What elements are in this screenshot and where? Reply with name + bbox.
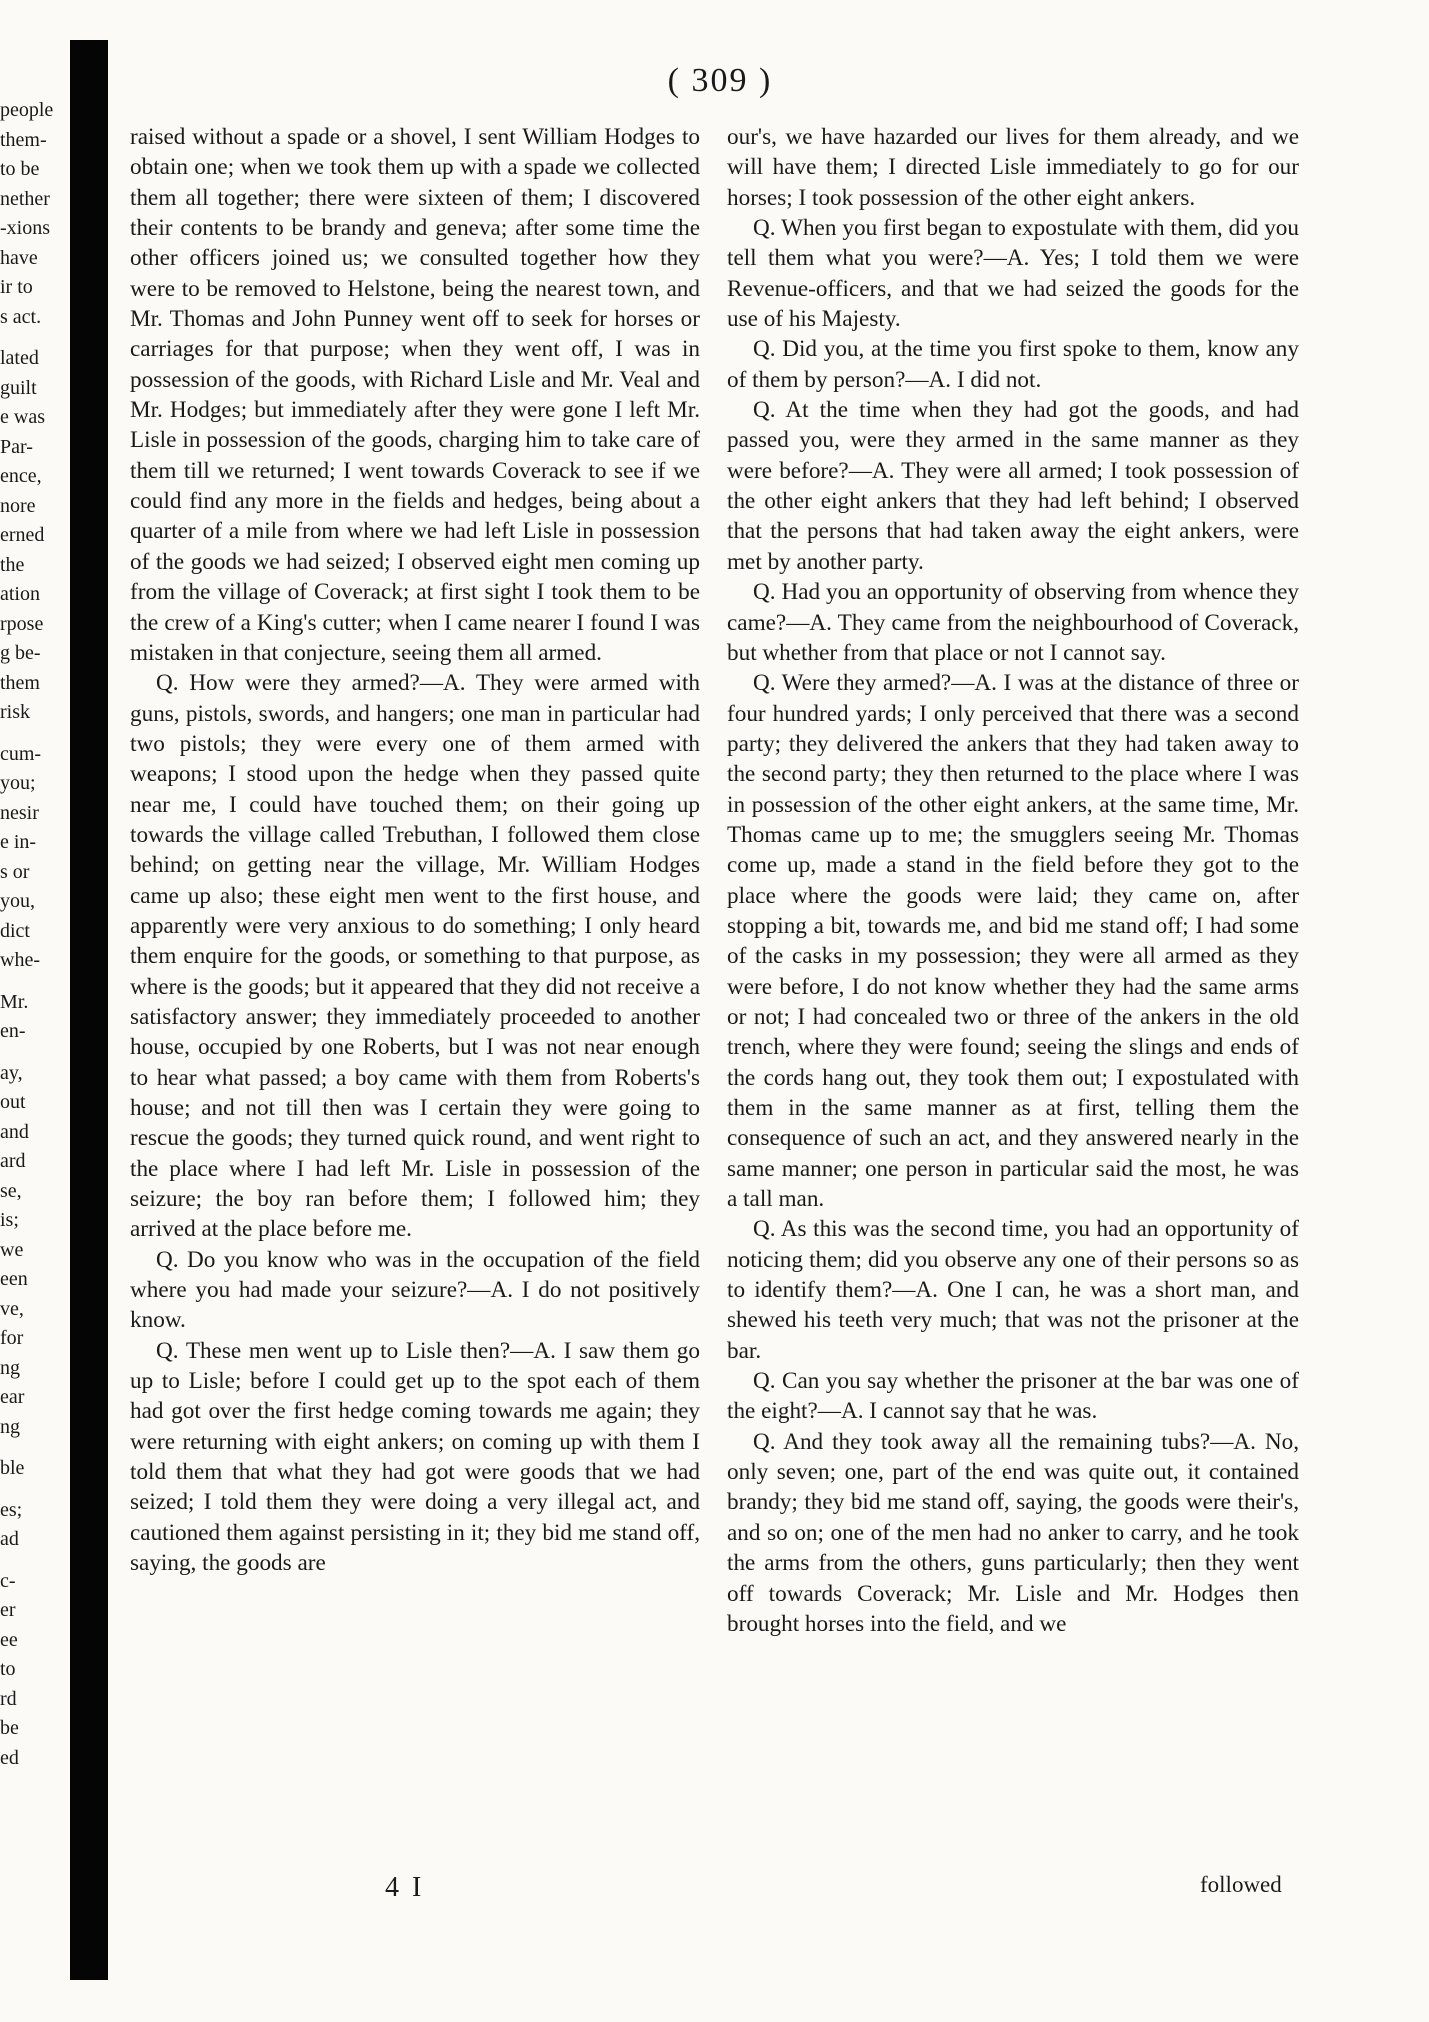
gutter-fragment: rpose [0,612,44,635]
gutter-fragment: them- [0,128,47,151]
paragraph: Q. Did you, at the time you first spoke to them, know any of them by person?—A. I did not. [727,336,1299,393]
paragraph: Q. At the time when they had got the goods, and had passed you, were they armed in the same manner as they were before?—A. They were all armed; I took possession of the other eight ankers that they had left behind; I observed that the persons that had taken away the eight ankers, were met by another party. [727,397,1299,575]
paragraph: Q. Had you an opportunity of observing from whence they came?—A. They came from the neighbourhood of Coverack, but whether from that place or not I cannot say. [727,579,1299,666]
gutter-fragment: ve, [0,1297,24,1320]
gutter-fragment: ir to [0,276,33,298]
gutter-fragment: rd [0,1687,17,1710]
paragraph: Q. When you first began to expostulate with them, did you tell them what you were?—A. Yes; I told them we were Revenue-officers, and that we had seized the goods for the use of his Majesty. [727,215,1299,333]
gutter-fragment: out [0,1091,26,1113]
gutter-fragment: lated [0,347,39,369]
gutter-fragment: guilt [0,376,37,399]
gutter-fragment: -xions [0,217,50,239]
gutter-fragment: ence, [0,465,42,487]
gutter-fragment: dict [0,919,30,942]
gutter-fragment: to [0,1658,16,1680]
paragraph: Q. Were they armed?—A. I was at the distance of three or four hundred yards; I only perceived that there was a second party; they delivered the ankers that they had taken away to the second party; they then returned to the place where I was in possession of the other eight ankers, at the same time, Mr. Thomas came up to me; the smugglers seeing Mr. Thomas come up, made a stand in the field before they got to the place where the goods were laid; they came on, after stopping a bit, towards me, and bid me stand off; I had some of the casks in my possession; they were all armed as they were before, I do not know whether they had the same arms or not; I had concealed two or three of the ankers in the old trench, where they were found; seeing the slings and ends of the cords hang out, they took them out; I expostulated with them in the same manner as at first, telling them the consequence of such an act, and they answered nearly in the same manner; one person in particular said the most, he was a tall man. [727,670,1299,1213]
gutter-fragment: en- [0,1020,26,1042]
gutter-fragment: nesir [0,801,39,824]
left-column [130,122,700,1579]
gutter-fragment: ation [0,583,40,605]
gutter-fragment: and [0,1120,29,1143]
binding-shadow [70,40,108,1980]
right-column [727,122,1299,1639]
paragraph: Q. How were they armed?—A. They were armed with guns, pistols, swords, and hangers; one man in particular had two pistols; they were every one of them armed with weapons; I stood upon the hedge when they passed quite near me, I could have touched them; on their going up towards the village called Trebuthan, I followed them close behind; on getting near the village, Mr. William Hodges came up also; these eight men went to the first house, and apparently were very anxious to do something; I only heard them enquire for the goods, or something to that purpose, as where is the goods; but it appeared that they did not receive a satisfactory answer; they immediately proceeded to another house, occupied by one Roberts, but I was not near enough to hear what passed; a boy came with them from Roberts's house; and not till then was I certain they were going to rescue the goods; they turned quick round, and went right to the place where I had left Mr. Lisle in possession of the seizure; the boy ran before them; I followed him; they arrived at the place before me. [130,670,700,1243]
gutter-fragment: Mr. [0,990,29,1013]
gutter-fragment: Par- [0,435,33,458]
gutter-fragment: ay, [0,1061,23,1084]
gutter-fragment: for [0,1327,24,1349]
gutter-fragment: e was [0,406,45,428]
gutter-fragment: er [0,1599,16,1621]
gutter-fragment: ng [0,1415,20,1438]
gutter-fragment: se, [0,1179,22,1202]
gutter-fragment: ee [0,1628,18,1651]
gutter-fragment: people [0,100,54,121]
gutter-fragment: erned [0,524,45,546]
gutter-fragment: to be [0,158,40,180]
catchword: followed [1200,1872,1282,1897]
page-number: ( 309 ) [667,62,773,99]
gutter-fragment: g be- [0,642,41,664]
facing-page-fragments [0,100,60,1960]
gutter-fragment: s or [0,860,30,883]
gutter-fragment: you, [0,890,35,912]
gutter-fragment: ed [0,1746,19,1769]
gutter-fragment: s act. [0,305,42,328]
gutter-fragment: be [0,1717,19,1739]
gutter-fragment: risk [0,701,30,723]
paragraph: Q. As this was the second time, you had an opportunity of noticing them; did you observe any one of their persons so as to identify them?—A. One I can, he was a short man, and shewed his teeth very much; that was not the prisoner at the bar. [727,1216,1299,1364]
gutter-fragment: ard [0,1150,26,1172]
gutter-fragment: is; [0,1209,19,1231]
gutter-fragment: nether [0,187,50,210]
paragraph: Q. And they took away all the remaining tubs?—A. No, only seven; one, part of the end was quite out, it contained brandy; they bid me stand off, saying, the goods were their's, and so on; one of the men had no anker to carry, and he took the arms from the others, guns particularly; then they went off towards Coverack; Mr. Lisle and Mr. Hodges then brought horses into the field, and we [727,1428,1299,1637]
signature-mark: 4 I [385,1872,425,1903]
gutter-fragment: ear [0,1386,25,1408]
gutter-fragment: the [0,553,25,576]
gutter-fragment: een [0,1268,28,1290]
gutter-fragment: es; [0,1498,23,1521]
gutter-fragment: nore [0,494,36,517]
gutter-fragment: ad [0,1528,19,1550]
gutter-fragment: whe- [0,949,40,971]
gutter-fragment: cum- [0,742,42,765]
gutter-fragment: we [0,1238,24,1261]
gutter-fragment: ble [0,1457,25,1479]
gutter-fragment: you; [0,772,36,794]
gutter-fragment: ng [0,1356,20,1379]
paragraph: Q. Do you know who was in the occupation of the field where you had made your seizure?—A. I do not positively know. [130,1246,700,1334]
gutter-fragment: e in- [0,831,37,853]
paragraph: Q. These men went up to Lisle then?—A. I saw them go up to Lisle; before I could get up to the spot each of them had got over the first hedge coming towards me again; they were returning with eight ankers; on coming up with them I told them that what they had got were goods that we had seized; I told them they were doing a very illegal act, and cautioned them against persisting in it; they bid me stand off, saying, the goods are [130,1337,700,1577]
gutter-fragment: them [0,671,40,694]
gutter-fragment: c- [0,1569,16,1592]
paragraph: Q. Can you say whether the prisoner at the bar was one of the eight?—A. I cannot say that he was. [727,1368,1299,1425]
paragraph: our's, we have hazarded our lives for them already, and we will have them; I directed Lisle immediately to go for our horses; I took possession of the other eight ankers. [727,124,1299,211]
gutter-fragment: have [0,246,38,269]
paragraph: raised without a spade or a shovel, I sent William Hodges to obtain one; when we took them up with a spade we collected them all together; there were sixteen of them; I discovered their contents to be brandy and geneva; after some time the other officers joined us; we consulted together how they were to be removed to Helstone, being the nearest town, and Mr. Thomas and John Punney went off to seek for horses or carriages for that purpose; when they went off, I was in possession of the goods, with Richard Lisle and Mr. Veal and Mr. Hodges; but immediately after they were gone I left Mr. Lisle in possession of the goods, charging him to take care of them till we returned; I went towards Coverack to see if we could find any more in the fields and hedges, being about a quarter of a mile from where we had left Lisle in possession of the goods we had seized; I observed eight men coming up from the village of Coverack; at first sight I took them to be the crew of a King's cutter; when I came nearer I found I was mistaken in that conjecture, seeing them all armed. [130,124,700,666]
